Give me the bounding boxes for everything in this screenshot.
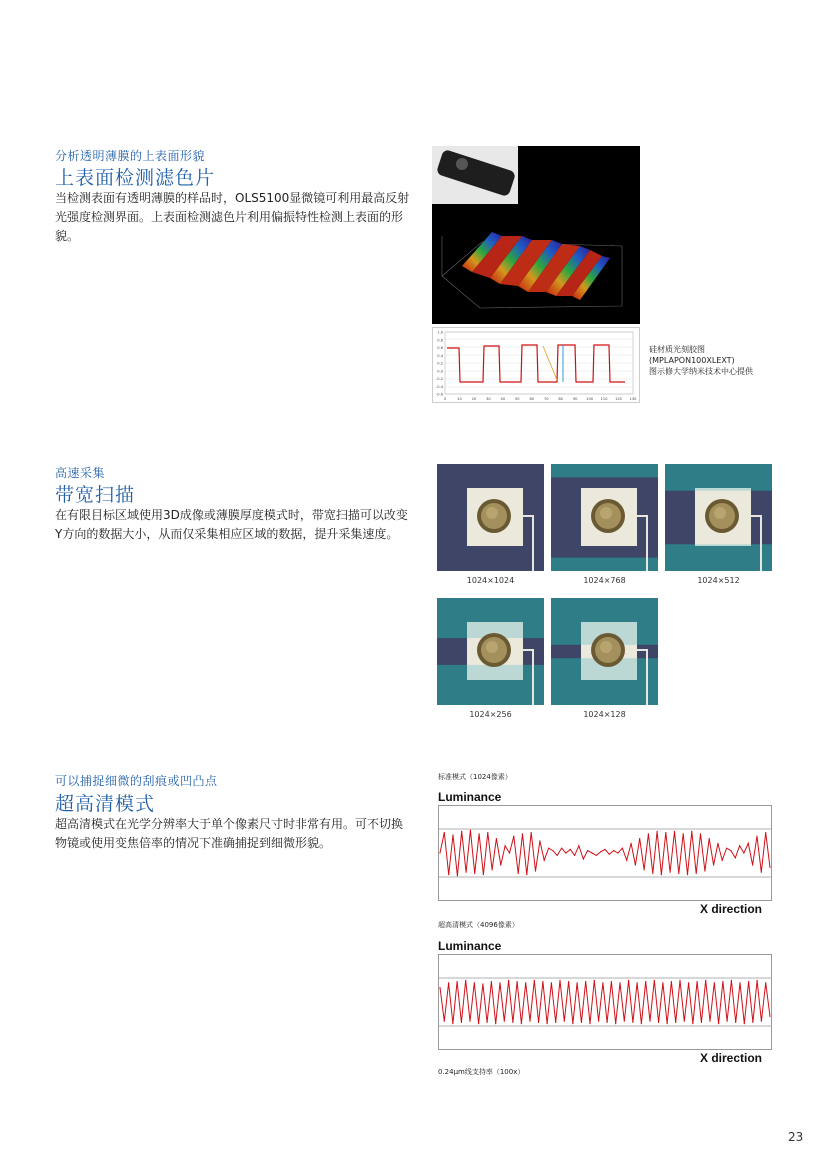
chart2-caption: 超高清模式（4096像素） xyxy=(438,921,519,929)
luminance-point xyxy=(624,1021,625,1022)
band-scan-label: 1024×128 xyxy=(583,710,626,719)
luminance-point xyxy=(548,848,549,849)
luminance-point xyxy=(769,867,770,868)
luminance-point xyxy=(709,838,710,839)
luminance-point xyxy=(667,1023,668,1024)
luminance-point xyxy=(617,852,618,853)
upper-surface-3d-image xyxy=(432,146,640,324)
luminance-point xyxy=(691,831,692,832)
profile-y-tick: 0.0 xyxy=(437,369,443,374)
section2-subtitle: 高速采集 xyxy=(55,466,106,480)
luminance-point xyxy=(504,1021,505,1022)
luminance-point xyxy=(583,858,584,859)
band-scan-svg xyxy=(551,598,658,705)
section3-body: 超高清模式在光学分辨率大于单个像素尺寸时非常有用。可不切换物镜或使用变焦倍率的情况下准确捕捉到细微形貌。 xyxy=(55,817,404,850)
luminance-point xyxy=(748,843,749,844)
luminance-point xyxy=(598,1021,599,1022)
profile-caption xyxy=(649,344,753,377)
profile-x-tick: 120 xyxy=(615,397,622,401)
band-scan-image xyxy=(665,464,772,571)
profile-caption-line: (MPLAPON100XLEXT) xyxy=(649,356,735,365)
luminance-point xyxy=(613,850,614,851)
luminance-point xyxy=(466,872,467,873)
profile-chart-svg xyxy=(433,328,639,402)
luminance-point xyxy=(615,1023,616,1024)
luminance-point xyxy=(722,981,723,982)
luminance-point xyxy=(730,850,731,851)
luminance-point xyxy=(525,982,526,983)
profile-x-tick: 100 xyxy=(586,397,594,401)
svg-text:·: · xyxy=(612,242,614,247)
luminance-point xyxy=(645,981,646,982)
luminance-point xyxy=(512,1022,513,1023)
luminance-point xyxy=(491,981,492,982)
chart1-xlabel: X direction xyxy=(700,902,763,916)
luminance-point xyxy=(743,852,744,853)
luminance-point xyxy=(557,855,558,856)
luminance-point xyxy=(757,980,758,981)
luminance-point xyxy=(696,873,697,874)
luminance-point xyxy=(687,874,688,875)
luminance-point xyxy=(529,1021,530,1022)
luminance-point xyxy=(692,1023,693,1024)
band-scan-svg xyxy=(437,464,544,571)
luminance-point xyxy=(591,852,592,853)
band-scan-label: 1024×256 xyxy=(469,710,512,719)
luminance-point xyxy=(513,836,514,837)
luminance-point xyxy=(457,875,458,876)
profile-x-tick: 20 xyxy=(471,397,477,401)
luminance-point xyxy=(482,983,483,984)
luminance-point xyxy=(448,982,449,983)
luminance-point xyxy=(761,1021,762,1022)
luminance-point xyxy=(700,833,701,834)
luminance-point xyxy=(581,1022,582,1023)
chart2-title: Luminance xyxy=(438,939,502,953)
luminance-point xyxy=(470,830,471,831)
luminance-point xyxy=(594,980,595,981)
profile-x-tick: 40 xyxy=(500,397,506,401)
luminance-point xyxy=(439,987,440,988)
profile-x-tick: 10 xyxy=(457,397,462,401)
band-scan-image xyxy=(437,598,544,705)
luminance-point xyxy=(509,852,510,853)
luminance-point xyxy=(607,1022,608,1023)
luminance-point xyxy=(547,1023,548,1024)
luminance-point xyxy=(561,848,562,849)
luminance-point xyxy=(631,843,632,844)
luminance-point xyxy=(683,833,684,834)
luminance-point xyxy=(714,982,715,983)
luminance-point xyxy=(589,1023,590,1024)
luminance-point xyxy=(769,1016,770,1017)
luminance-point xyxy=(587,850,588,851)
luminance-point xyxy=(577,982,578,983)
luminance-point xyxy=(727,1021,728,1022)
luminance-point xyxy=(505,845,506,846)
chart1-caption: 标准模式（1024像素） xyxy=(438,773,512,781)
luminance-chart-standard-svg xyxy=(438,805,772,901)
luminance-point xyxy=(628,980,629,981)
luminance-point xyxy=(479,833,480,834)
luminance-point xyxy=(538,1022,539,1023)
luminance-point xyxy=(474,982,475,983)
luminance-point xyxy=(679,980,680,981)
luminance-point xyxy=(531,832,532,833)
luminance-point xyxy=(726,848,727,849)
profile-x-tick: 130 xyxy=(629,397,637,401)
luminance-point xyxy=(644,869,645,870)
luminance-point xyxy=(604,849,605,850)
profile-x-tick: 50 xyxy=(515,397,520,401)
band-scan-image xyxy=(551,464,658,571)
band-scan-svg xyxy=(551,464,658,571)
luminance-point xyxy=(461,831,462,832)
luminance-point xyxy=(731,980,732,981)
luminance-point xyxy=(657,831,658,832)
luminance-point xyxy=(671,981,672,982)
profile-x-tick: 70 xyxy=(543,397,549,401)
luminance-point xyxy=(709,1021,710,1022)
luminance-point xyxy=(452,1023,453,1024)
profile-caption-line: 图示修大学纳米技术中心提供 xyxy=(649,367,753,376)
footnote: 0.24μm线支持率（100x） xyxy=(438,1068,525,1076)
profile-x-tick: 0 xyxy=(443,397,447,401)
section3-subtitle: 可以捕捉细微的刮痕或凹凸点 xyxy=(55,774,218,788)
luminance-point xyxy=(534,980,535,981)
luminance-point xyxy=(487,832,488,833)
band-scan-image xyxy=(551,598,658,705)
profile-y-tick: 0.4 xyxy=(437,353,443,358)
section1-body: 当检测表面有透明薄膜的样品时，OLS5100显微镜可利用最高反射光强度检测界面。上表面检测滤色片利用偏振特性检测上表面的形貌。 xyxy=(55,191,410,243)
luminance-point xyxy=(469,1021,470,1022)
luminance-point xyxy=(539,840,540,841)
luminance-point xyxy=(641,1023,642,1024)
profile-y-tick: -0.4 xyxy=(435,384,443,389)
band-scan-svg xyxy=(665,464,772,571)
luminance-point xyxy=(652,873,653,874)
luminance-point xyxy=(496,838,497,839)
profile-y-tick: 1.0 xyxy=(437,330,443,335)
luminance-point xyxy=(522,833,523,834)
luminance-point xyxy=(704,870,705,871)
profile-y-tick: -0.6 xyxy=(435,392,443,397)
luminance-point xyxy=(570,849,571,850)
luminance-point xyxy=(658,1022,659,1023)
luminance-point xyxy=(622,848,623,849)
profile-series-line xyxy=(447,345,625,382)
luminance-point xyxy=(452,834,453,835)
luminance-point xyxy=(654,980,655,981)
profile-chart xyxy=(432,327,640,403)
band-scan-svg xyxy=(437,598,544,705)
luminance-point xyxy=(632,1022,633,1023)
profile-y-ticks xyxy=(436,331,444,397)
luminance-point xyxy=(526,874,527,875)
luminance-point xyxy=(665,832,666,833)
luminance-point xyxy=(574,855,575,856)
luminance-point xyxy=(492,869,493,870)
luminance-point xyxy=(521,1023,522,1024)
luminance-point xyxy=(722,860,723,861)
luminance-point xyxy=(495,1023,496,1024)
luminance-point xyxy=(635,864,636,865)
profile-x-tick: 60 xyxy=(529,397,535,401)
luminance-point xyxy=(578,845,579,846)
luminance-point xyxy=(585,981,586,982)
chart2-xlabel: X direction xyxy=(700,1051,763,1065)
profile-x-tick: 80 xyxy=(558,397,563,401)
luminance-point xyxy=(739,845,740,846)
profile-caption-line: 硅材质光刻胶图 xyxy=(649,345,705,354)
profile-y-tick: -0.2 xyxy=(435,377,443,381)
luminance-point xyxy=(483,874,484,875)
luminance-point xyxy=(500,864,501,865)
luminance-point xyxy=(600,851,601,852)
luminance-point xyxy=(637,982,638,983)
luminance-point xyxy=(465,980,466,981)
luminance-point xyxy=(474,873,475,874)
luminance-point xyxy=(718,1023,719,1024)
luminance-point xyxy=(499,982,500,983)
luminance-point xyxy=(552,850,553,851)
band-scan-label: 1024×512 xyxy=(697,576,740,585)
luminance-point xyxy=(688,982,689,983)
luminance-chart-ultra xyxy=(438,954,772,1050)
luminance-point xyxy=(461,1022,462,1023)
luminance-point xyxy=(517,981,518,982)
luminance-point xyxy=(508,980,509,981)
luminance-point xyxy=(444,832,445,833)
luminance-point xyxy=(744,1023,745,1024)
profile-y-tick: 0.8 xyxy=(437,338,443,343)
luminance-point xyxy=(565,852,566,853)
luminance-point xyxy=(752,1022,753,1023)
luminance-point xyxy=(661,874,662,875)
luminance-point xyxy=(675,1022,676,1023)
band-scan-image xyxy=(437,464,544,571)
luminance-point xyxy=(713,864,714,865)
luminance-point xyxy=(611,981,612,982)
section2-body: 在有限目标区域使用3D成像或薄膜厚度模式时，带宽扫描可以改变Y方向的数据大小，从而仅采集相应区域的数据，提升采集速度。 xyxy=(55,508,408,541)
section3-title: 超高清模式 xyxy=(55,793,156,815)
profile-y-tick: 0.2 xyxy=(437,361,443,366)
luminance-point xyxy=(551,982,552,983)
luminance-point xyxy=(487,1022,488,1023)
luminance-point xyxy=(717,843,718,844)
band-scan-label: 1024×768 xyxy=(583,576,626,585)
page-number: 23 xyxy=(788,1130,804,1144)
luminance-point xyxy=(697,981,698,982)
luminance-point xyxy=(739,982,740,983)
luminance-point xyxy=(518,873,519,874)
luminance-point xyxy=(559,980,560,981)
profile-y-tick: 0.6 xyxy=(437,346,443,350)
luminance-point xyxy=(609,854,610,855)
luminance-point xyxy=(555,1022,556,1023)
luminance-point xyxy=(544,860,545,861)
section1-subtitle: 分析透明薄膜的上表面形貌 xyxy=(55,149,206,163)
chart1-title: Luminance xyxy=(438,790,502,804)
luminance-point xyxy=(701,1022,702,1023)
luminance-chart-ultra-svg xyxy=(438,954,772,1050)
profile-x-ticks xyxy=(444,397,637,401)
luminance-point xyxy=(564,1021,565,1022)
band-scan-label: 1024×1024 xyxy=(466,576,515,585)
luminance-point xyxy=(748,981,749,982)
luminance-point xyxy=(439,852,440,853)
luminance-point xyxy=(572,1023,573,1024)
luminance-point xyxy=(705,980,706,981)
luminance-point xyxy=(765,832,766,833)
luminance-point xyxy=(535,870,536,871)
luminance-point xyxy=(649,1021,650,1022)
luminance-point xyxy=(619,982,620,983)
luminance-point xyxy=(678,873,679,874)
luminance-point xyxy=(568,981,569,982)
luminance-point xyxy=(602,982,603,983)
section1-title: 上表面检测滤色片 xyxy=(55,167,216,189)
profile-x-tick: 30 xyxy=(486,397,491,401)
luminance-point xyxy=(752,864,753,865)
luminance-point xyxy=(478,1023,479,1024)
section2-title: 带宽扫描 xyxy=(55,484,136,506)
profile-x-tick: 110 xyxy=(600,397,608,401)
profile-x-tick: 90 xyxy=(572,397,578,401)
luminance-point xyxy=(674,831,675,832)
luminance-point xyxy=(761,872,762,873)
luminance-point xyxy=(662,982,663,983)
luminance-point xyxy=(596,855,597,856)
luminance-frame xyxy=(439,806,772,901)
luminance-point xyxy=(765,982,766,983)
luminance-point xyxy=(648,833,649,834)
luminance-point xyxy=(542,981,543,982)
upper-surface-3d-render xyxy=(432,146,640,324)
luminance-point xyxy=(684,1021,685,1022)
luminance-point xyxy=(735,857,736,858)
luminance-point xyxy=(735,1022,736,1023)
luminance-point xyxy=(670,872,671,873)
luminance-point xyxy=(756,836,757,837)
luminance-point xyxy=(448,874,449,875)
luminance-point xyxy=(457,981,458,982)
luminance-point xyxy=(639,838,640,839)
luminance-point xyxy=(444,1021,445,1022)
luminance-point xyxy=(626,860,627,861)
luminance-chart-standard xyxy=(438,805,772,901)
